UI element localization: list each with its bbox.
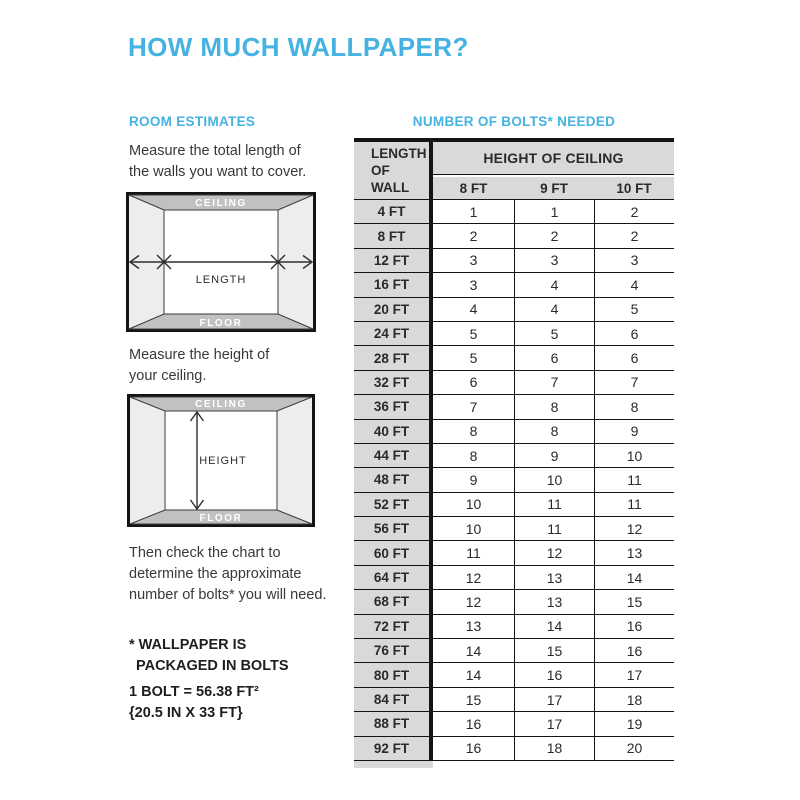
bolt-count-cell-8ft: 2 bbox=[433, 224, 514, 248]
table-row bbox=[354, 517, 674, 541]
bolt-count-cell-10ft: 17 bbox=[594, 663, 674, 687]
bolt-count-cell-10ft: 6 bbox=[594, 346, 674, 370]
bolt-count-cell-10ft: 20 bbox=[594, 737, 674, 761]
bolt-count-cell-9ft: 7 bbox=[514, 371, 594, 395]
wall-length-cell: 12 FT bbox=[354, 249, 433, 273]
wall-length-cell: 92 FT bbox=[354, 737, 433, 761]
bolt-count-cell-10ft: 13 bbox=[594, 541, 674, 565]
bolt-count-cell-8ft: 14 bbox=[433, 663, 514, 687]
table-row bbox=[354, 663, 674, 687]
bolt-count-cell-9ft: 11 bbox=[514, 517, 594, 541]
bolt-count-cell-9ft: 4 bbox=[514, 298, 594, 322]
note-line2: PACKAGED IN BOLTS bbox=[136, 658, 289, 674]
bolt-count-cell-8ft: 15 bbox=[433, 688, 514, 712]
room-length-diagram bbox=[126, 192, 316, 332]
wall-length-cell: 60 FT bbox=[354, 541, 433, 565]
room-estimates-heading: ROOM ESTIMATES bbox=[129, 114, 256, 129]
wall-length-cell: 8 FT bbox=[354, 224, 433, 248]
table-row bbox=[354, 420, 674, 444]
bolt-count-cell-10ft: 2 bbox=[594, 200, 674, 224]
row-header-column-tail bbox=[354, 761, 433, 768]
wall-length-cell: 36 FT bbox=[354, 395, 433, 419]
bolt-count-cell-10ft: 8 bbox=[594, 395, 674, 419]
bolt-count-cell-8ft: 16 bbox=[433, 737, 514, 761]
wall-length-cell: 48 FT bbox=[354, 468, 433, 492]
bolt-count-cell-8ft: 3 bbox=[433, 249, 514, 273]
bolt-count-cell-10ft: 18 bbox=[594, 688, 674, 712]
table-row bbox=[354, 639, 674, 663]
table-row bbox=[354, 371, 674, 395]
step3-instruction bbox=[129, 543, 326, 606]
table-row bbox=[354, 200, 674, 224]
bolt-count-cell-9ft: 4 bbox=[514, 273, 594, 297]
step2-line1: Measure the height of bbox=[129, 347, 270, 363]
table-row bbox=[354, 395, 674, 419]
table-row bbox=[354, 346, 674, 370]
bolt-count-cell-10ft: 9 bbox=[594, 420, 674, 444]
table-row bbox=[354, 712, 674, 736]
step1-line2: the walls you want to cover. bbox=[129, 164, 307, 180]
bolt-count-cell-8ft: 11 bbox=[433, 541, 514, 565]
bolt-count-cell-8ft: 13 bbox=[433, 615, 514, 639]
bolts-table-wrap bbox=[354, 138, 674, 761]
step2-line2: your ceiling. bbox=[129, 368, 207, 384]
bolt-count-cell-9ft: 16 bbox=[514, 663, 594, 687]
bolt-count-cell-10ft: 11 bbox=[594, 468, 674, 492]
bolt-count-cell-10ft: 3 bbox=[594, 249, 674, 273]
wall-length-cell: 56 FT bbox=[354, 517, 433, 541]
table-row bbox=[354, 493, 674, 517]
step3-line3: number of bolts* you will need. bbox=[129, 587, 327, 603]
spec-line1: 1 BOLT = 56.38 FT² bbox=[129, 684, 259, 700]
wall-length-cell: 72 FT bbox=[354, 615, 433, 639]
bolt-count-cell-8ft: 12 bbox=[433, 566, 514, 590]
bolt-count-cell-8ft: 9 bbox=[433, 468, 514, 492]
bolt-count-cell-8ft: 3 bbox=[433, 273, 514, 297]
col-header-10ft: 10 FT bbox=[594, 175, 674, 200]
length-label: LENGTH bbox=[195, 274, 247, 286]
spec-line2: {20.5 IN X 33 FT} bbox=[129, 705, 243, 721]
table-row bbox=[354, 590, 674, 614]
table-row bbox=[354, 615, 674, 639]
bolt-count-cell-10ft: 16 bbox=[594, 639, 674, 663]
bolt-count-cell-9ft: 11 bbox=[514, 493, 594, 517]
step2-instruction bbox=[129, 345, 269, 387]
bolt-count-cell-10ft: 14 bbox=[594, 566, 674, 590]
col-header-9ft: 9 FT bbox=[514, 175, 594, 200]
bolt-count-cell-9ft: 5 bbox=[514, 322, 594, 346]
table-row bbox=[354, 566, 674, 590]
corner-line2: OF WALL bbox=[371, 163, 410, 195]
bolt-count-cell-10ft: 5 bbox=[594, 298, 674, 322]
wall-length-cell: 44 FT bbox=[354, 444, 433, 468]
table-row bbox=[354, 468, 674, 492]
bolt-count-cell-8ft: 4 bbox=[433, 298, 514, 322]
table-body bbox=[354, 200, 674, 761]
bolt-count-cell-10ft: 19 bbox=[594, 712, 674, 736]
bolt-count-cell-9ft: 3 bbox=[514, 249, 594, 273]
bolts-table-heading: NUMBER OF BOLTS* NEEDED bbox=[412, 114, 616, 129]
wall-length-cell: 88 FT bbox=[354, 712, 433, 736]
wall-length-cell: 76 FT bbox=[354, 639, 433, 663]
height-label: HEIGHT bbox=[199, 455, 247, 467]
room-height-diagram bbox=[127, 394, 315, 527]
bolt-count-cell-8ft: 10 bbox=[433, 517, 514, 541]
bolt-count-cell-10ft: 7 bbox=[594, 371, 674, 395]
bolt-count-cell-9ft: 17 bbox=[514, 688, 594, 712]
bolt-count-cell-8ft: 16 bbox=[433, 712, 514, 736]
corner-line1: LENGTH bbox=[371, 146, 427, 161]
wall-length-cell: 28 FT bbox=[354, 346, 433, 370]
bolt-count-cell-8ft: 10 bbox=[433, 493, 514, 517]
floor-label: FLOOR bbox=[199, 318, 243, 329]
ceiling-label: CEILING bbox=[195, 399, 247, 410]
wall-length-cell: 84 FT bbox=[354, 688, 433, 712]
bolt-count-cell-8ft: 7 bbox=[433, 395, 514, 419]
bolt-count-cell-9ft: 8 bbox=[514, 420, 594, 444]
bolt-count-cell-8ft: 14 bbox=[433, 639, 514, 663]
bolt-count-cell-9ft: 15 bbox=[514, 639, 594, 663]
floor-label: FLOOR bbox=[199, 513, 243, 524]
bolt-count-cell-9ft: 17 bbox=[514, 712, 594, 736]
step1-instruction bbox=[129, 141, 306, 183]
bolt-count-cell-8ft: 8 bbox=[433, 444, 514, 468]
bolt-count-cell-9ft: 10 bbox=[514, 468, 594, 492]
bolt-count-cell-8ft: 5 bbox=[433, 346, 514, 370]
wallpaper-bolts-note bbox=[129, 635, 289, 677]
bolt-count-cell-9ft: 8 bbox=[514, 395, 594, 419]
table-row bbox=[354, 737, 674, 761]
bolt-count-cell-10ft: 16 bbox=[594, 615, 674, 639]
bolts-table bbox=[354, 138, 674, 761]
page-title: HOW MUCH WALLPAPER? bbox=[128, 32, 469, 62]
bolt-count-cell-9ft: 2 bbox=[514, 224, 594, 248]
table-row bbox=[354, 249, 674, 273]
bolt-count-cell-10ft: 12 bbox=[594, 517, 674, 541]
table-row bbox=[354, 298, 674, 322]
note-line1: * WALLPAPER IS bbox=[129, 637, 247, 653]
bolt-count-cell-9ft: 6 bbox=[514, 346, 594, 370]
bolt-count-cell-9ft: 9 bbox=[514, 444, 594, 468]
wall-length-cell: 80 FT bbox=[354, 663, 433, 687]
ceiling-label: CEILING bbox=[195, 198, 247, 209]
bolt-count-cell-10ft: 10 bbox=[594, 444, 674, 468]
wall-length-cell: 16 FT bbox=[354, 273, 433, 297]
col-header-8ft: 8 FT bbox=[433, 175, 514, 200]
bolt-count-cell-10ft: 6 bbox=[594, 322, 674, 346]
bolt-count-cell-8ft: 8 bbox=[433, 420, 514, 444]
bolt-count-cell-10ft: 4 bbox=[594, 273, 674, 297]
bolt-count-cell-9ft: 12 bbox=[514, 541, 594, 565]
bolt-count-cell-9ft: 13 bbox=[514, 590, 594, 614]
table-row bbox=[354, 273, 674, 297]
table-row bbox=[354, 541, 674, 565]
height-of-ceiling-header: HEIGHT OF CEILING bbox=[433, 142, 674, 175]
wall-length-cell: 52 FT bbox=[354, 493, 433, 517]
table-row bbox=[354, 224, 674, 248]
step3-line1: Then check the chart to bbox=[129, 545, 281, 561]
wall-length-cell: 40 FT bbox=[354, 420, 433, 444]
bolt-count-cell-8ft: 6 bbox=[433, 371, 514, 395]
bolt-count-cell-9ft: 1 bbox=[514, 200, 594, 224]
bolt-size-spec bbox=[129, 682, 259, 724]
bolt-count-cell-9ft: 13 bbox=[514, 566, 594, 590]
table-row bbox=[354, 322, 674, 346]
length-of-wall-header bbox=[354, 142, 433, 200]
bolt-count-cell-10ft: 2 bbox=[594, 224, 674, 248]
wall-length-cell: 32 FT bbox=[354, 371, 433, 395]
wall-length-cell: 68 FT bbox=[354, 590, 433, 614]
bolt-count-cell-8ft: 5 bbox=[433, 322, 514, 346]
bolt-count-cell-9ft: 18 bbox=[514, 737, 594, 761]
wall-length-cell: 20 FT bbox=[354, 298, 433, 322]
table-row bbox=[354, 688, 674, 712]
bolt-count-cell-10ft: 11 bbox=[594, 493, 674, 517]
table-row bbox=[354, 444, 674, 468]
bolt-count-cell-10ft: 15 bbox=[594, 590, 674, 614]
wall-length-cell: 64 FT bbox=[354, 566, 433, 590]
bolt-count-cell-9ft: 14 bbox=[514, 615, 594, 639]
wall-length-cell: 4 FT bbox=[354, 200, 433, 224]
step3-line2: determine the approximate bbox=[129, 566, 302, 582]
bolt-count-cell-8ft: 1 bbox=[433, 200, 514, 224]
table-header-row-1 bbox=[354, 142, 674, 175]
wall-length-cell: 24 FT bbox=[354, 322, 433, 346]
bolt-count-cell-8ft: 12 bbox=[433, 590, 514, 614]
step1-line1: Measure the total length of bbox=[129, 143, 301, 159]
